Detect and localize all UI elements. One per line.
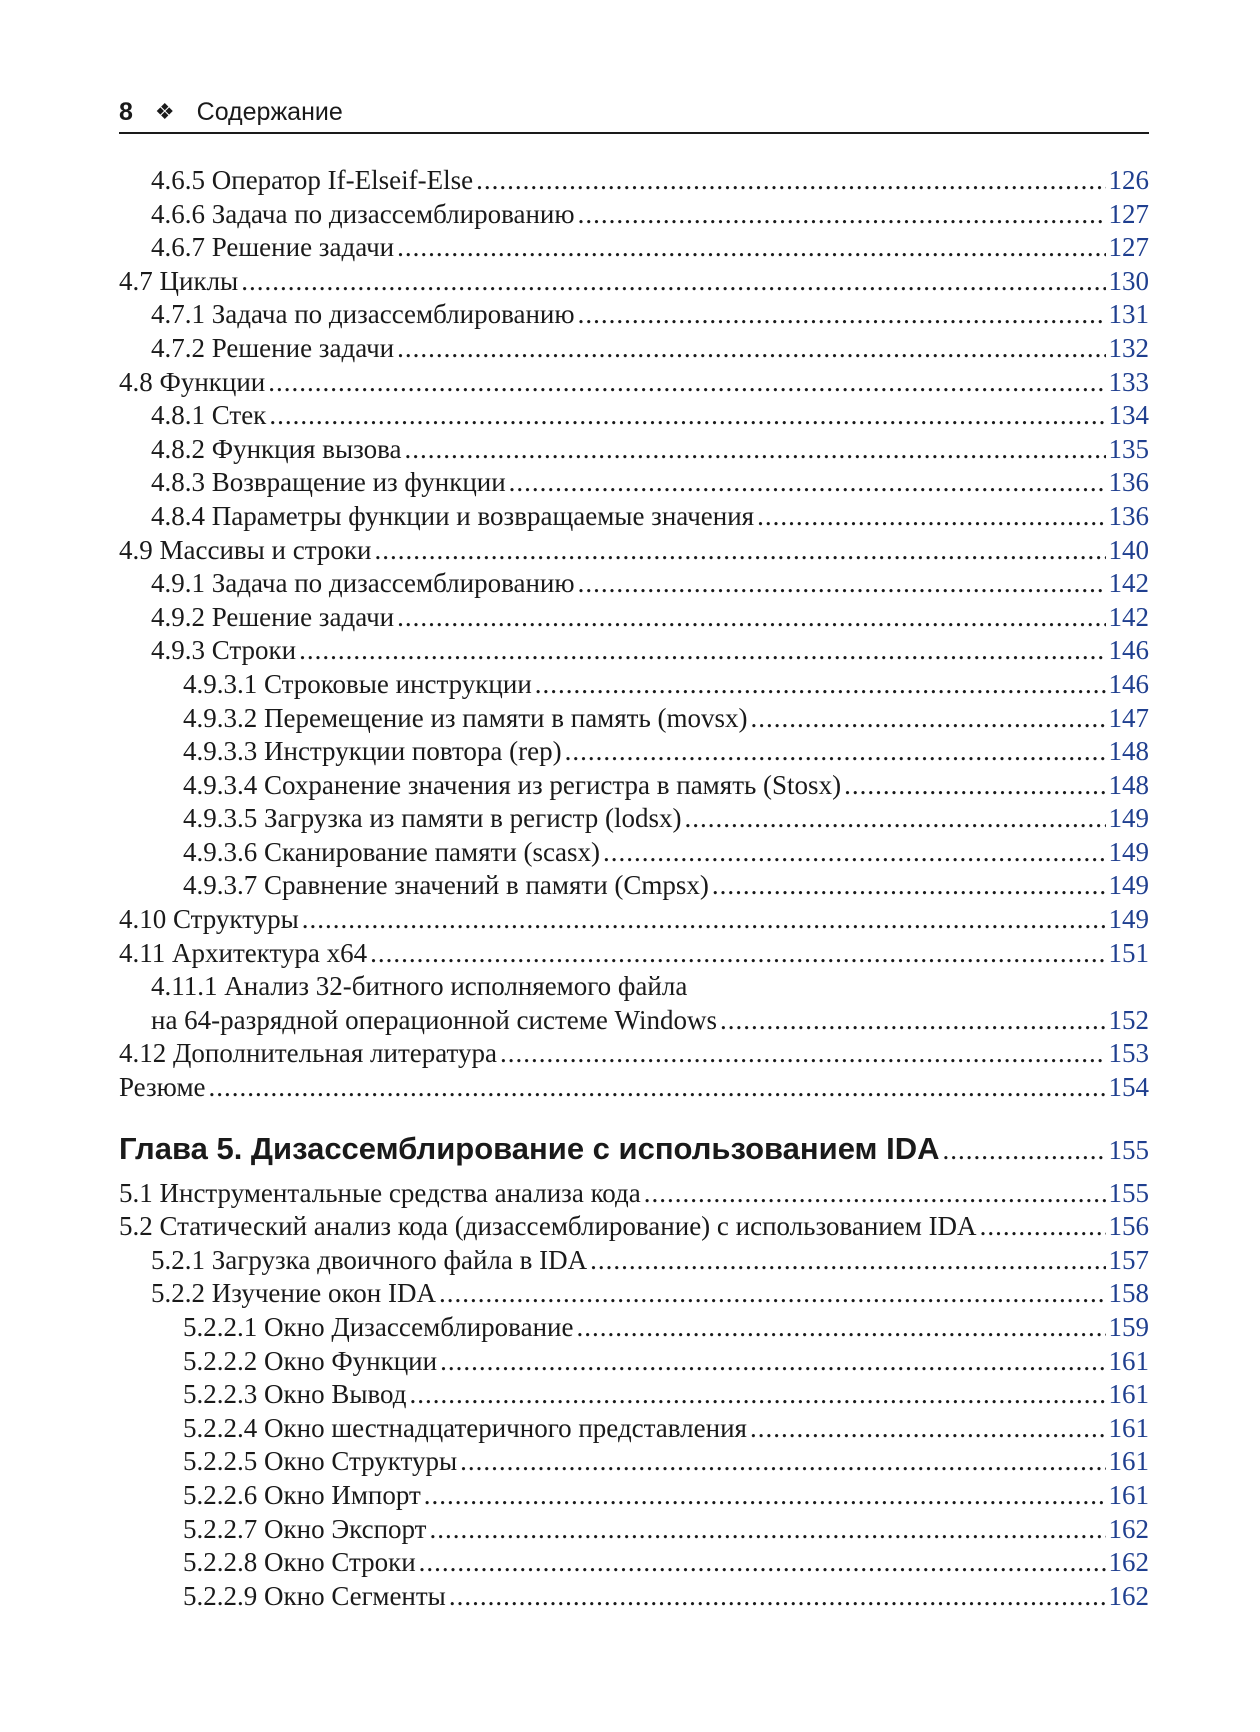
- toc-entry[interactable]: [119, 433, 1149, 467]
- dot-leader: [685, 802, 1106, 836]
- toc-entry[interactable]: [119, 836, 1149, 870]
- toc-entry-page[interactable]: 126: [1108, 165, 1149, 195]
- toc-entry-page[interactable]: 157: [1108, 1244, 1149, 1275]
- toc-entry-page[interactable]: 142: [1108, 568, 1149, 599]
- toc-entry-title: 4.6.5 Оператор If-Elseif-Else: [151, 165, 474, 195]
- toc-entry-title: 5.2.2.6 Окно Импорт: [183, 1479, 421, 1510]
- toc-entry-page[interactable]: 155: [1108, 1177, 1149, 1208]
- toc-entry[interactable]: [119, 1479, 1149, 1513]
- dot-leader: [500, 1037, 1106, 1071]
- toc-entry[interactable]: [119, 1177, 1149, 1211]
- dot-leader: [397, 332, 1105, 366]
- toc-entry-title: 4.9.3.2 Перемещение из памяти в память (movsx): [183, 702, 748, 733]
- toc-entry-page[interactable]: 159: [1108, 1312, 1149, 1342]
- toc-entry-title: 5.2.2.9 Окно Сегменты: [183, 1580, 446, 1611]
- toc-entry-page[interactable]: 133: [1108, 366, 1149, 397]
- dot-leader: [565, 735, 1106, 769]
- dot-leader: [578, 567, 1106, 601]
- dot-leader: [397, 231, 1105, 265]
- toc-entry[interactable]: [119, 1071, 1149, 1105]
- toc-entry[interactable]: [119, 399, 1149, 433]
- toc-section-chapter-5: [119, 1177, 1149, 1614]
- toc-entry-page[interactable]: 161: [1108, 1345, 1149, 1376]
- toc-entry[interactable]: [119, 1210, 1149, 1244]
- toc-entry-title: 5.2.2.2 Окно Функции: [183, 1345, 438, 1376]
- diamond-ornament-icon: ❖: [154, 99, 175, 124]
- toc-entry-title: 5.2.1 Загрузка двоичного файла в IDA: [151, 1244, 588, 1275]
- toc-entry-page[interactable]: 136: [1108, 467, 1149, 498]
- toc-entry-title: 4.10 Структуры: [119, 904, 299, 935]
- toc-entry[interactable]: [119, 198, 1149, 232]
- toc-entry-page[interactable]: 148: [1108, 736, 1149, 767]
- toc-entry-title: 4.9.3.7 Сравнение значений в памяти (Cmpsx): [183, 870, 709, 901]
- dot-leader: [720, 1004, 1106, 1038]
- toc-entry-title: 5.2.2 Изучение окон IDA: [151, 1278, 436, 1309]
- toc-entry-title: 4.9.3.6 Сканирование памяти (scasx): [183, 836, 601, 867]
- toc-entry-title: 5.2.2.8 Окно Строки: [183, 1547, 416, 1578]
- toc-entry[interactable]: [119, 937, 1149, 971]
- toc-entry-page[interactable]: 146: [1108, 668, 1149, 699]
- toc-entry[interactable]: [119, 1445, 1149, 1479]
- dot-leader: [449, 1580, 1106, 1614]
- toc-entry-page[interactable]: 158: [1108, 1278, 1149, 1309]
- toc-entry-page[interactable]: 135: [1108, 433, 1149, 464]
- toc-entry[interactable]: [119, 668, 1149, 702]
- toc-entry-page[interactable]: 134: [1108, 400, 1149, 431]
- dot-leader: [578, 298, 1106, 332]
- dot-leader: [578, 198, 1106, 232]
- dot-leader: [509, 466, 1106, 500]
- toc-entry-title: 5.2.2.1 Окно Дизассемблирование: [183, 1312, 574, 1342]
- toc-entry-page[interactable]: 161: [1108, 1412, 1149, 1443]
- dot-leader: [751, 702, 1106, 736]
- toc-entry-page[interactable]: 153: [1108, 1038, 1149, 1069]
- toc-entry-title: 5.2.2.5 Окно Структуры: [183, 1446, 458, 1477]
- dot-leader: [299, 634, 1105, 668]
- toc-entry[interactable]: [119, 1037, 1149, 1071]
- toc-entry-page[interactable]: 149: [1108, 836, 1149, 867]
- toc-entry-page[interactable]: 154: [1108, 1072, 1149, 1103]
- toc-entry-title: 5.2.2.3 Окно Вывод: [183, 1379, 407, 1410]
- toc-entry-page[interactable]: 162: [1108, 1580, 1149, 1611]
- toc-entry-title: 4.6.7 Решение задачи: [151, 232, 395, 263]
- toc-entry-title: 5.2.2.4 Окно шестнадцатеричного представления: [183, 1412, 747, 1443]
- dot-leader: [405, 433, 1106, 467]
- toc-entry-page[interactable]: 152: [1108, 1004, 1149, 1035]
- toc-entry-title: 4.11 Архитектура x64: [119, 937, 368, 968]
- toc-entry-page[interactable]: 156: [1108, 1211, 1149, 1242]
- toc-entry-page[interactable]: 130: [1108, 265, 1149, 296]
- toc-entry[interactable]: [119, 231, 1149, 265]
- toc-entry-page[interactable]: 149: [1108, 904, 1149, 935]
- toc-entry-title: 4.9.2 Решение задачи: [151, 601, 395, 632]
- toc-entry-title: Резюме: [119, 1072, 206, 1103]
- table-of-contents: [119, 164, 1149, 1613]
- toc-entry-page[interactable]: 161: [1108, 1446, 1149, 1477]
- toc-entry[interactable]: [119, 1345, 1149, 1379]
- dot-leader: [440, 1345, 1105, 1379]
- toc-entry-title: 4.9.1 Задача по дизассемблированию: [151, 568, 575, 599]
- toc-entry-page[interactable]: 127: [1108, 198, 1149, 229]
- toc-entry-title: 5.1 Инструментальные средства анализа кода: [119, 1177, 641, 1208]
- dot-leader: [269, 399, 1105, 433]
- toc-entry-title: 4.8.2 Функция вызова: [151, 433, 402, 464]
- toc-entry-page[interactable]: 146: [1108, 635, 1149, 666]
- dot-leader: [757, 500, 1105, 534]
- toc-entry-title: 4.8.1 Стек: [151, 400, 267, 431]
- toc-entry[interactable]: [119, 903, 1149, 937]
- toc-entry[interactable]: [119, 735, 1149, 769]
- toc-entry-page[interactable]: 142: [1108, 601, 1149, 632]
- toc-entry-page[interactable]: 136: [1108, 500, 1149, 531]
- toc-entry-title: 5.2.2.7 Окно Экспорт: [183, 1513, 427, 1544]
- dot-leader: [397, 601, 1105, 635]
- toc-entry[interactable]: [119, 1580, 1149, 1614]
- dot-leader: [302, 903, 1106, 937]
- toc-entry[interactable]: [119, 1311, 1149, 1345]
- toc-entry[interactable]: [119, 500, 1149, 534]
- toc-entry-4-11-1-line1[interactable]: [119, 970, 1149, 1004]
- toc-entry[interactable]: [119, 869, 1149, 903]
- dot-leader: [644, 1177, 1106, 1211]
- toc-entry[interactable]: [119, 1277, 1149, 1311]
- toc-chapter-5[interactable]: [119, 1127, 1149, 1171]
- dot-leader: [476, 164, 1105, 198]
- toc-entry-page[interactable]: 161: [1108, 1379, 1149, 1410]
- toc-entry-title: 4.7 Циклы: [119, 265, 239, 296]
- toc-entry-page[interactable]: 149: [1108, 870, 1149, 901]
- toc-entry-page[interactable]: 140: [1108, 534, 1149, 565]
- running-title: Содержание: [196, 97, 343, 126]
- dot-leader: [942, 1128, 1105, 1172]
- dot-leader: [712, 869, 1106, 903]
- toc-entry-title: 4.9.3 Строки: [151, 635, 297, 666]
- toc-entry-title: 4.9.3.5 Загрузка из памяти в регистр (lodsx): [183, 803, 682, 834]
- toc-entry-title: 4.6.6 Задача по дизассемблированию: [151, 198, 575, 229]
- dot-leader: [535, 668, 1106, 702]
- dot-leader: [844, 769, 1105, 803]
- toc-entry[interactable]: [119, 265, 1149, 299]
- dot-leader: [750, 1412, 1106, 1446]
- page-number: 8: [119, 97, 133, 126]
- dot-leader: [268, 366, 1105, 400]
- toc-entry-page[interactable]: 147: [1108, 702, 1149, 733]
- toc-entry[interactable]: [119, 1244, 1149, 1278]
- toc-entry[interactable]: [119, 601, 1149, 635]
- dot-leader: [419, 1546, 1106, 1580]
- toc-entry[interactable]: [119, 366, 1149, 400]
- toc-entry-page[interactable]: 162: [1108, 1547, 1149, 1578]
- toc-entry-title: 4.9.3.3 Инструкции повтора (rep): [183, 736, 562, 767]
- dot-leader: [576, 1311, 1105, 1345]
- dot-leader: [429, 1513, 1105, 1547]
- page-header: [119, 92, 1149, 134]
- toc-entry-page[interactable]: 151: [1108, 937, 1149, 968]
- toc-entry-title: 4.9.3.1 Строковые инструкции: [183, 668, 532, 699]
- toc-entry[interactable]: [119, 1513, 1149, 1547]
- toc-entry[interactable]: [119, 466, 1149, 500]
- toc-entry-page[interactable]: 149: [1108, 803, 1149, 834]
- toc-entry-title: 4.9 Массивы и строки: [119, 534, 372, 565]
- toc-entry-title: на 64-разрядной операционной системе Windows: [151, 1004, 717, 1035]
- toc-entry-page[interactable]: 127: [1108, 232, 1149, 263]
- toc-entry[interactable]: [119, 1546, 1149, 1580]
- toc-entry-page[interactable]: 132: [1108, 332, 1149, 363]
- toc-entry-page[interactable]: 162: [1108, 1513, 1149, 1544]
- dot-leader: [980, 1210, 1106, 1244]
- toc-entry-page[interactable]: 131: [1108, 299, 1149, 330]
- toc-entry-title: 4.12 Дополнительная литература: [119, 1038, 497, 1069]
- toc-entry-title: 4.11.1 Анализ 32-битного исполняемого файла: [151, 971, 688, 1002]
- toc-entry[interactable]: [119, 298, 1149, 332]
- toc-entry-title: 4.9.3.4 Сохранение значения из регистра в память (Stosx): [183, 769, 842, 800]
- dot-leader: [590, 1244, 1105, 1278]
- toc-entry[interactable]: [119, 702, 1149, 736]
- dot-leader: [374, 534, 1105, 568]
- dot-leader: [460, 1445, 1105, 1479]
- toc-entry[interactable]: [119, 1412, 1149, 1446]
- dot-leader: [410, 1378, 1106, 1412]
- toc-entry[interactable]: [119, 634, 1149, 668]
- toc-entry-title: 4.7.2 Решение задачи: [151, 332, 395, 363]
- dot-leader: [603, 836, 1105, 870]
- dot-leader: [241, 265, 1105, 299]
- toc-entry[interactable]: [119, 164, 1149, 198]
- toc-entry-title: 4.7.1 Задача по дизассемблированию: [151, 299, 575, 330]
- toc-entry[interactable]: [119, 567, 1149, 601]
- toc-entry-page[interactable]: 161: [1108, 1479, 1149, 1510]
- toc-entry-title: 5.2 Статический анализ кода (дизассемблирование) с использованием IDA: [119, 1211, 977, 1242]
- chapter-page[interactable]: 155: [1108, 1134, 1149, 1165]
- dot-leader: [424, 1479, 1106, 1513]
- toc-entry-title: 4.8 Функции: [119, 366, 266, 397]
- dot-leader: [439, 1277, 1106, 1311]
- dot-leader: [370, 937, 1105, 971]
- toc-entry[interactable]: [119, 1378, 1149, 1412]
- toc-section-chapter-4: [119, 164, 1149, 970]
- toc-entry-title: 4.8.3 Возвращение из функции: [151, 467, 506, 498]
- toc-entry[interactable]: [119, 534, 1149, 568]
- toc-entry-4-11-1-line2[interactable]: [119, 1004, 1149, 1038]
- toc-entry[interactable]: [119, 802, 1149, 836]
- toc-section-chapter-4-end: [119, 1037, 1149, 1104]
- toc-entry-title: 4.8.4 Параметры функции и возвращаемые значения: [151, 500, 755, 531]
- chapter-title: Глава 5. Дизассемблирование с использованием IDA: [119, 1130, 940, 1166]
- toc-entry[interactable]: [119, 332, 1149, 366]
- dot-leader: [209, 1071, 1106, 1105]
- toc-entry[interactable]: [119, 769, 1149, 803]
- toc-entry-page[interactable]: 148: [1108, 769, 1149, 800]
